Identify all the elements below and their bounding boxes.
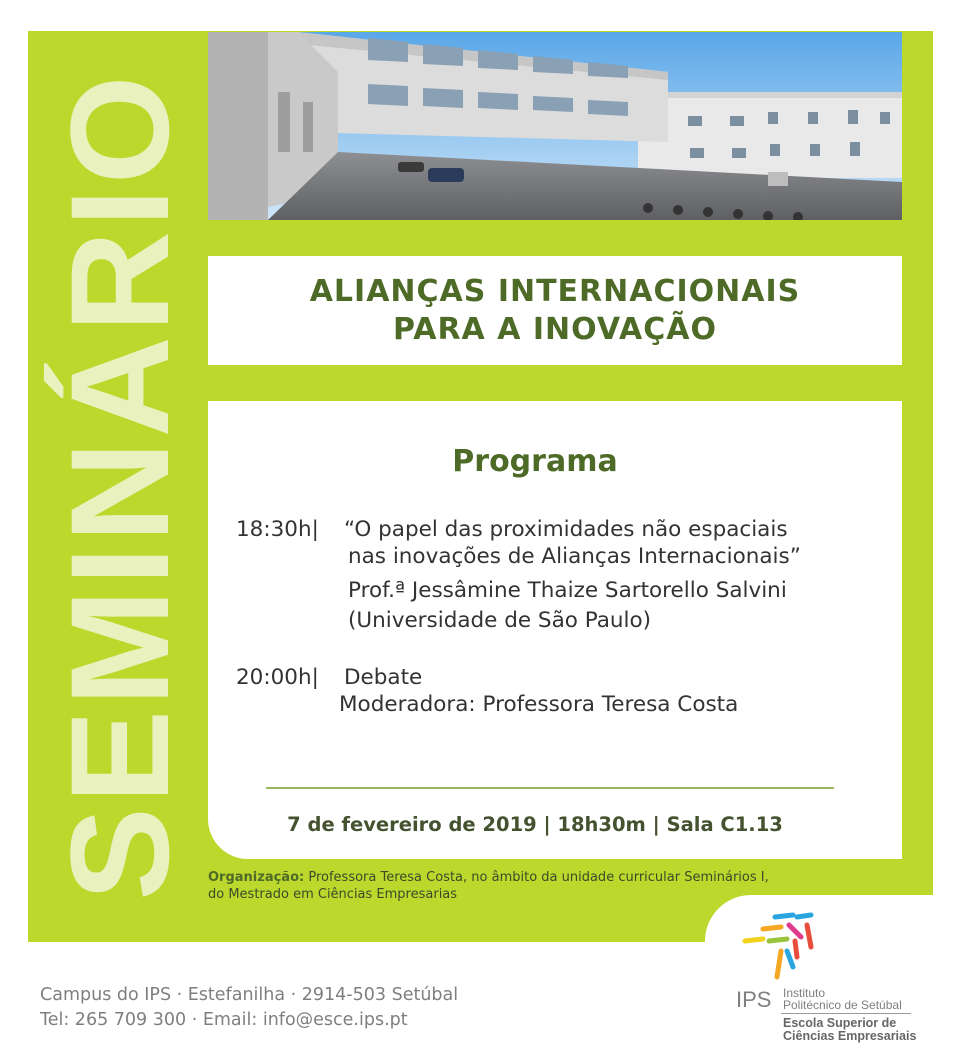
ips-wordmark: IPS xyxy=(736,987,772,1012)
school-name-line-2: Ciências Empresariais xyxy=(783,1029,917,1043)
organization-label: Organização: xyxy=(208,870,305,885)
organization-text-1: Professora Teresa Costa, no âmbito da unidade curricular Seminários I, xyxy=(308,870,769,885)
item1-talk-title-line-2: nas inovações de Alianças Internacionais” xyxy=(348,544,801,569)
footer-address: Campus do IPS · Estefanilha · 2914-503 Setúbal xyxy=(40,985,459,1005)
divider-line xyxy=(266,787,834,789)
seminar-title-box xyxy=(208,256,902,365)
item1-talk-title-line-1: “O papel das proximidades não espaciais xyxy=(344,517,788,542)
item1-speaker: Prof.ª Jessâmine Thaize Sartorello Salvini xyxy=(348,578,787,603)
ips-institute-line-2: Politécnico de Setúbal xyxy=(783,998,902,1012)
item2-moderator: Moderadora: Professora Teresa Costa xyxy=(339,692,739,717)
item1-time: 18:30h| xyxy=(236,517,319,542)
footer-contact: Tel: 265 709 300 · Email: info@esce.ips.pt xyxy=(40,1010,408,1030)
seminar-title-line-1: ALIANÇAS INTERNACIONAIS xyxy=(309,273,801,309)
item1-affiliation: (Universidade de São Paulo) xyxy=(348,608,652,633)
seminar-title-line-2: PARA A INOVAÇÃO xyxy=(393,311,717,347)
logo-panel xyxy=(705,895,960,1059)
campus-photo xyxy=(208,32,902,220)
item2-time: 20:00h| xyxy=(236,665,319,690)
ips-institute-line-1: Instituto xyxy=(783,986,826,1000)
school-name-line-1: Escola Superior de xyxy=(783,1016,897,1030)
program-box xyxy=(208,401,902,859)
program-heading: Programa xyxy=(452,444,618,479)
event-date-line: 7 de fevereiro de 2019 | 18h30m | Sala C1.13 xyxy=(287,813,783,836)
ips-logo-icon xyxy=(741,911,821,983)
organization-text-2: do Mestrado em Ciências Empresarias xyxy=(208,887,458,902)
organization-note xyxy=(208,869,769,903)
item2-title: Debate xyxy=(344,665,423,690)
logo-divider xyxy=(781,1013,911,1014)
